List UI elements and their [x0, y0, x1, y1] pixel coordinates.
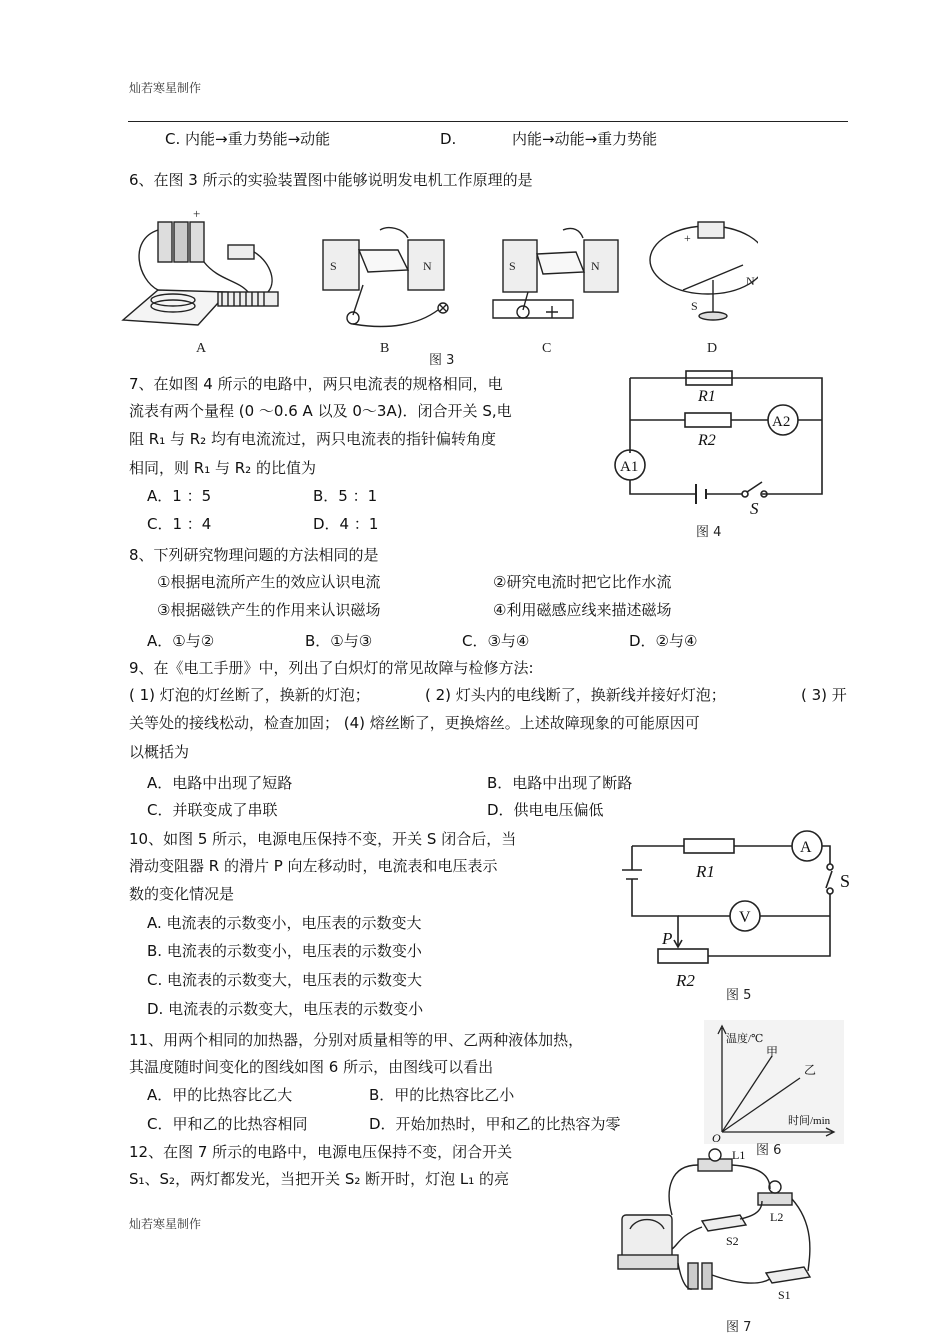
svg-text:S: S	[509, 259, 516, 273]
page-header: 灿若寒星制作	[129, 81, 202, 95]
q9-line-2b: ( 2) 灯头内的电线断了，换新线并接好灯泡；	[425, 686, 726, 704]
graph-xlabel: 时间/min	[788, 1115, 831, 1127]
q7-option-d: D．4 ：1	[313, 515, 379, 533]
r2-label: R2	[698, 432, 716, 449]
q9-line-4: 以概括为	[129, 743, 190, 761]
r2-label: R2	[676, 971, 695, 990]
s2-label: S2	[726, 1234, 739, 1248]
figure-4-caption: 图 4	[696, 525, 722, 540]
q9-line-2c: ( 3) 开	[801, 686, 847, 704]
a2-label: A2	[772, 414, 791, 430]
q11-option-a: A．甲的比热容比乙大	[147, 1086, 293, 1104]
q8-option-b: B．①与③	[305, 632, 373, 650]
q9-option-a: A．电路中出现了短路	[147, 774, 293, 792]
q12-line-2: S₁、S₂，两灯都发光，当把开关 S₂ 断开时，灯泡 L₁ 的亮	[129, 1170, 510, 1188]
apparatus-d	[650, 222, 758, 320]
apparatus-b	[323, 228, 448, 327]
svg-text:N: N	[746, 274, 755, 288]
q7-line-1: 7、在如图 4 所示的电路中，两只电流表的规格相同，电	[129, 375, 503, 393]
svg-text:S: S	[691, 299, 698, 313]
svg-text:+: +	[193, 206, 201, 221]
q10-option-a: A. 电流表的示数变小，电压表的示数变大	[147, 914, 422, 932]
q9-line-3: 关等处的接线松动，检查加固； (4) 熔丝断了，更换熔丝。上述故障现象的可能原因可	[129, 714, 700, 732]
q8-item-2: ②研究电流时把它比作水流	[493, 573, 672, 591]
q7-line-3: 阻 R₁ 与 R₂ 均有电流流过，两只电流表的指针偏转角度	[129, 430, 496, 448]
figure-3-caption: 图 3	[429, 353, 455, 368]
figure-4-circuit	[602, 368, 838, 518]
figure-5-caption: 图 5	[726, 988, 752, 1003]
q11-option-c: C．甲和乙的比热容相同	[147, 1115, 308, 1133]
q6-stem: 6、在图 3 所示的实验装置图中能够说明发电机工作原理的是	[129, 171, 533, 189]
q5-option-d: 内能→动能→重力势能	[512, 130, 658, 148]
q8-option-a: A．①与②	[147, 632, 215, 650]
graph-ylabel: 温度/℃	[726, 1033, 764, 1045]
q9-option-b: B．电路中出现了断路	[487, 774, 633, 792]
q8-item-1: ①根据电流所产生的效应认识电流	[157, 573, 381, 591]
r1-label: R1	[698, 388, 716, 405]
figure-7-physical-circuit	[610, 1145, 840, 1315]
q12-line-1: 12、在图 7 所示的电路中，电源电压保持不变，闭合开关	[129, 1143, 513, 1161]
s-label: S	[750, 499, 759, 518]
switch-label: S	[840, 871, 851, 891]
q9-line-1: 9、在《电工手册》中，列出了白炽灯的常见故障与检修方法:	[129, 659, 534, 677]
q10-option-b: B. 电流表的示数变小，电压表的示数变小	[147, 942, 422, 960]
voltmeter-label: V	[739, 909, 751, 926]
label-a: A	[196, 341, 207, 356]
apparatus-a	[123, 206, 278, 325]
r1-label: R1	[696, 862, 715, 881]
q10-line-2: 滑动变阻器 R 的滑片 P 向左移动时，电流表和电压表示	[129, 857, 498, 875]
label-d: D	[707, 341, 718, 356]
figure-6-caption: 图 6	[756, 1143, 782, 1158]
label-b: B	[380, 341, 390, 356]
q7-option-c: C．1 ：4	[147, 515, 212, 533]
q8-item-3: ③根据磁铁产生的作用来认识磁场	[157, 601, 381, 619]
q9-option-c: C．并联变成了串联	[147, 801, 278, 819]
q7-option-b: B．5 ：1	[313, 487, 378, 505]
q8-stem: 8、下列研究物理问题的方法相同的是	[129, 546, 379, 564]
svg-text:N: N	[423, 259, 432, 273]
page-footer: 灿若寒星制作	[129, 1217, 202, 1231]
header-rule	[128, 121, 848, 122]
graph-line-jia-label: 甲	[766, 1045, 779, 1059]
svg-text:+: +	[684, 231, 691, 245]
figure-5-circuit	[614, 826, 854, 996]
l1-label: L1	[732, 1148, 746, 1162]
q11-option-b: B．甲的比热容比乙小	[369, 1086, 515, 1104]
graph-line-yi-label: 乙	[804, 1063, 817, 1077]
figure-7-caption: 图 7	[726, 1320, 752, 1335]
q9-option-d: D．供电电压偏低	[487, 801, 604, 819]
svg-text:S: S	[330, 259, 337, 273]
q10-line-3: 数的变化情况是	[129, 885, 235, 903]
q10-line-1: 10、如图 5 所示，电源电压保持不变，开关 S 闭合后，当	[129, 830, 517, 848]
slider-label: P	[662, 929, 673, 948]
q8-option-d: D．②与④	[629, 632, 698, 650]
q5-option-c: C. 内能→重力势能→动能	[165, 130, 331, 148]
q7-line-4: 相同，则 R₁ 与 R₂ 的比值为	[129, 459, 316, 477]
q7-option-a: A．1 ：5	[147, 487, 212, 505]
q5-option-d-letter: D.	[440, 130, 457, 148]
q11-option-d: D．开始加热时，甲和乙的比热容为零	[369, 1115, 621, 1133]
q10-option-c: C. 电流表的示数变大，电压表的示数变大	[147, 971, 423, 989]
l2-label: L2	[770, 1210, 784, 1224]
q7-line-2: 流表有两个量程 (0 ～0.6 A 以及 0～3A)．闭合开关 S,电	[129, 402, 512, 420]
q11-line-1: 11、用两个相同的加热器，分别对质量相等的甲、乙两种液体加热，	[129, 1031, 584, 1049]
q10-option-d: D. 电流表的示数变大，电压表的示数变小	[147, 1000, 424, 1018]
label-c: C	[542, 341, 552, 356]
figure-6-graph	[704, 1020, 844, 1144]
q8-item-4: ④利用磁感应线来描述磁场	[493, 601, 672, 619]
s1-label: S1	[778, 1288, 791, 1302]
a1-label: A1	[620, 459, 639, 475]
graph-origin: O	[712, 1131, 721, 1144]
svg-text:N: N	[591, 259, 600, 273]
q11-line-2: 其温度随时间变化的图线如图 6 所示，由图线可以看出	[129, 1058, 494, 1076]
q9-line-2a: ( 1) 灯泡的灯丝断了，换新的灯泡；	[129, 686, 370, 704]
apparatus-c	[493, 228, 618, 318]
ammeter-label: A	[800, 839, 812, 856]
figure-3-apparatus	[118, 200, 758, 360]
q8-option-c: C．③与④	[462, 632, 530, 650]
